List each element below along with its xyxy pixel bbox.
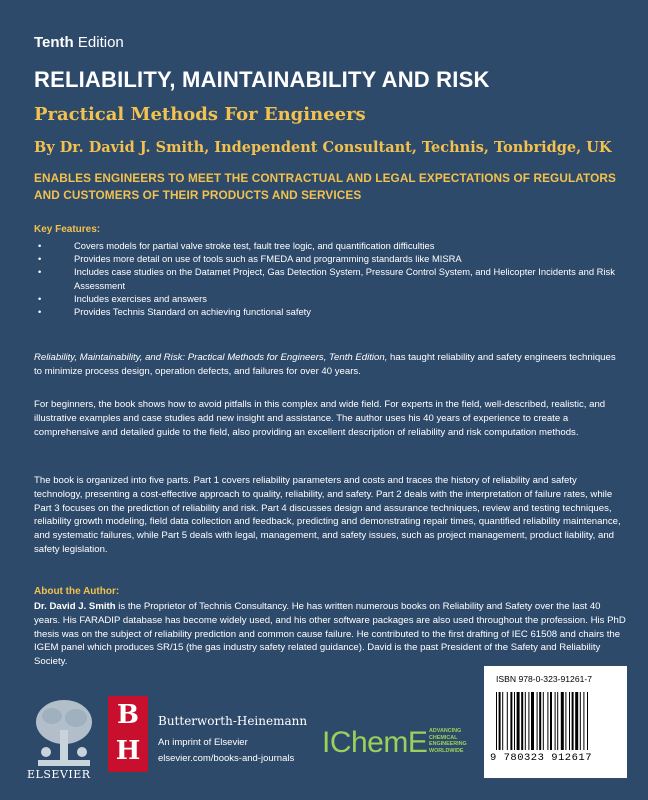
intro-paragraph: Reliability, Maintainability, and Risk: Practical Methods for Engineers, Tenth Edition, has taught reliability and safety engineers techniques to minimize process design, operation defects, and failures for over 40 years.	[34, 352, 616, 377]
isbn-label: ISBN 978-0-323-91261-7	[496, 674, 593, 684]
key-features-list	[34, 239, 624, 318]
list-item: • Provides Technis Standard on achieving functional safety	[38, 306, 311, 318]
publisher-url: elsevier.com/books-and-journals	[158, 753, 295, 764]
icheme-tagline: ADVANCING CHEMICAL ENGINEERING WORLDWIDE	[429, 728, 467, 754]
about-author-paragraph: Dr. David J. Smith is the Proprietor of Technis Consultancy. He has written numerous books on Reliability and Safety over the last 40 years. His FARADIP database has become widely used, and his other software packages are also used throughout the profession. His PhD thesis was on the subject of reliability prediction and common cause failure. He contributed to the first drafting of IEC 61508 and chairs the IGEM panel which produces SR/15 (the gas industry safety related guidance). David is the past President of the Safety and Reliability Society.	[34, 601, 626, 668]
icheme-logo: IChemE	[322, 726, 428, 759]
book-title: RELIABILITY, MAINTAINABILITY AND RISK	[34, 67, 490, 92]
edition-label: Tenth Edition	[34, 34, 124, 51]
isbn-barcode-box	[484, 666, 627, 778]
beginners-paragraph: For beginners, the book shows how to avoid pitfalls in this complex and wide field. For experts in the field, well-described, realistic, and illustrative examples and case studies add new insight and assistance. The author uses his 40 years of experience to create a comprehensive and detailed guide to the field, also providing an excellent description of reliability and risk computation methods.	[34, 399, 606, 438]
list-item: • Covers models for partial valve stroke test, fault tree logic, and quantification difficulties	[38, 240, 435, 251]
book-subtitle: Practical Methods For Engineers	[34, 104, 366, 125]
organization-paragraph: The book is organized into five parts. Part 1 covers reliability parameters and costs and traces the history of reliability and safety technology, presenting a cost-effective approach to quality, reliability, and safety. Part 2 deals with the interpretation of failure rates, while Part 3 focuses on the prediction of reliability and risk. Part 4 discusses design and assurance techniques, review and testing techniques, reliability growth modeling, field data collection and feedback, predicting and demonstrating repair times, quantified reliability maintenance, and systematic failures, while Part 5 deals with legal, management, and safety issues, such as project management, product liability, and safety legislation.	[34, 475, 621, 555]
list-item: • Includes case studies on the Datamet Project, Gas Detection System, Pressure Control System, and Helicopter Incidents and Risk Assessment	[38, 266, 615, 291]
list-item: • Includes exercises and answers	[38, 292, 207, 304]
author-byline: By Dr. David J. Smith, Independent Consultant, Technis, Tonbridge, UK	[34, 139, 612, 156]
key-features-heading: Key Features:	[34, 224, 101, 235]
tagline: ENABLES ENGINEERS TO MEET THE CONTRACTUAL AND LEGAL EXPECTATIONS OF REGULATORS AND CUSTOMERS OF THEIR PRODUCTS AND SERVICES	[34, 171, 616, 202]
butterworth-heinemann-logo: B H	[108, 696, 148, 772]
elsevier-wordmark: ELSEVIER	[27, 768, 91, 781]
barcode-icon	[496, 692, 616, 750]
isbn-digits: 9 780323 912617	[490, 752, 593, 764]
publisher-name: Butterworth-Heinemann	[158, 714, 308, 728]
elsevier-tree-logo	[30, 696, 98, 776]
about-author-heading: About the Author:	[34, 586, 120, 597]
publisher-imprint: An imprint of Elsevier	[158, 737, 248, 748]
list-item: • Provides more detail on use of tools such as FMEDA and programming standards like MISRA	[38, 253, 462, 265]
